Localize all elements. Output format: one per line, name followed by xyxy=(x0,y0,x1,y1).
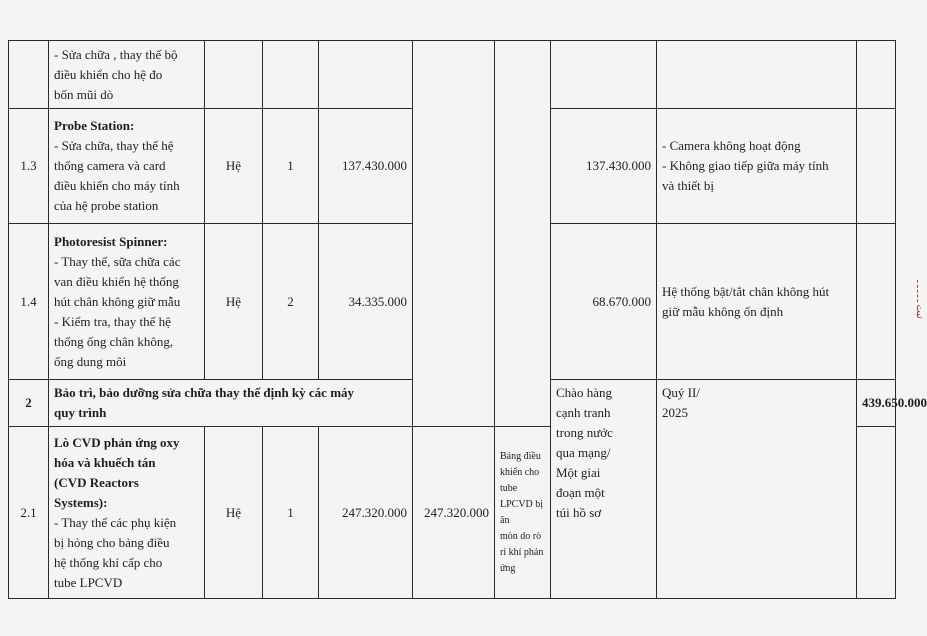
cell-time xyxy=(495,41,551,427)
cell-total: 439.650.000 xyxy=(857,380,896,427)
cell-note: Bảng điều khiển cho tube LPCVD bị ăn mòn do rò rỉ khí phản ứng xyxy=(495,427,551,599)
cell-unit: Hệ xyxy=(205,224,263,380)
cell-qty: 1 xyxy=(263,109,319,224)
cell-item: - Sửa chữa , thay thế bộ điều khiển cho hệ đo bốn mũi dò xyxy=(49,41,205,109)
cell-item: Photoresist Spinner: - Thay thế, sữa chữa các van điều khiển hệ thống hút chân không giữ mẫu - Kiểm tra, thay thế hệ thống ống chân không, ống dung môi xyxy=(49,224,205,380)
cell-note xyxy=(657,41,857,109)
cell-extra xyxy=(857,224,896,380)
cell-price: 247.320.000 xyxy=(319,427,413,599)
cell-method: Chào hàng cạnh tranh trong nước qua mạng/ Một giai đoạn một túi hồ sơ xyxy=(551,380,657,599)
cell-total: 137.430.000 xyxy=(551,109,657,224)
cell-extra xyxy=(857,427,896,599)
cell-price: 137.430.000 xyxy=(319,109,413,224)
cell-unit: Hệ xyxy=(205,109,263,224)
cell-item: Lò CVD phản ứng oxy hóa và khuếch tán (CVD Reactors Systems): - Thay thế các phụ kiện bị hỏng cho bảng điều hệ thống khí cấp cho tube LPCVD xyxy=(49,427,205,599)
cell-time: Quý II/ 2025 xyxy=(657,380,857,599)
cell-note: - Camera không hoạt động - Không giao tiếp giữa máy tính và thiết bị xyxy=(657,109,857,224)
cell-total xyxy=(551,41,657,109)
cell-price xyxy=(319,41,413,109)
cell-no: 2 xyxy=(9,380,49,427)
cell-item: Probe Station: - Sửa chữa, thay thế hệ thống camera và card điều khiển cho máy tính của hệ probe station xyxy=(49,109,205,224)
cell-no: 1.4 xyxy=(9,224,49,380)
cell-unit: Hệ xyxy=(205,427,263,599)
cell-qty: 2 xyxy=(263,224,319,380)
cell-qty: 1 xyxy=(263,427,319,599)
cell-extra xyxy=(857,41,896,109)
table-row xyxy=(9,41,896,109)
cell-no: 2.1 xyxy=(9,427,49,599)
cell-unit xyxy=(205,41,263,109)
cell-no xyxy=(9,41,49,109)
cell-no: 1.3 xyxy=(9,109,49,224)
cell-total: 247.320.000 xyxy=(413,427,495,599)
cell-extra xyxy=(857,109,896,224)
cell-price: 34.335.000 xyxy=(319,224,413,380)
margin-handwriting: ثبت ـ ـ ـ ـ ـ xyxy=(915,280,925,319)
cell-method xyxy=(413,41,495,427)
cell-note: Hệ thống bật/tắt chân không hút giữ mẫu không ổn định xyxy=(657,224,857,380)
cell-qty xyxy=(263,41,319,109)
cell-total: 68.670.000 xyxy=(551,224,657,380)
cell-group-title: Bảo trì, bảo dưỡng sửa chữa thay thế định kỳ các máy quy trình xyxy=(49,380,413,427)
